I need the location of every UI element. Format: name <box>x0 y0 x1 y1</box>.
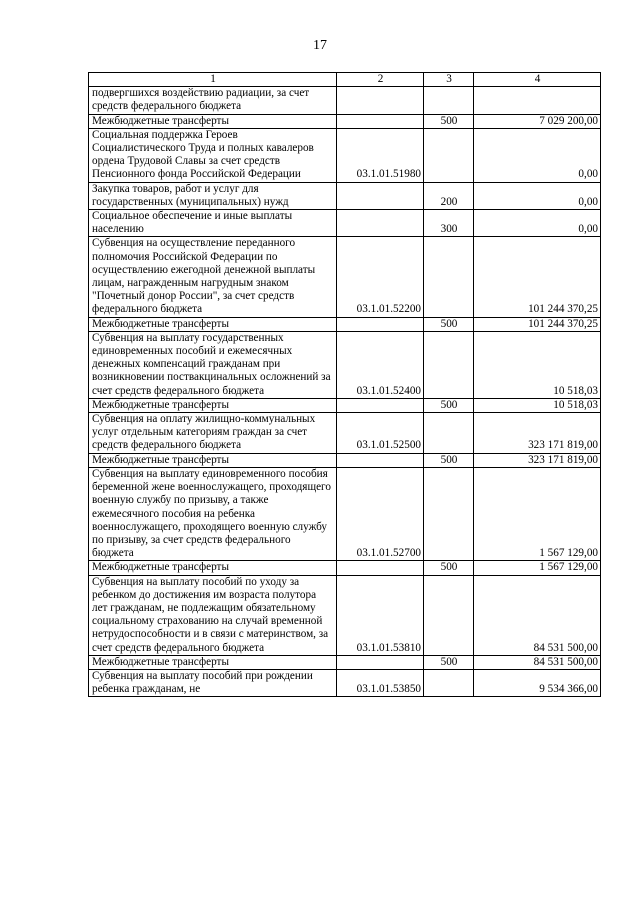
cell-amount: 0,00 <box>474 210 601 237</box>
cell-type: 300 <box>424 210 474 237</box>
cell-amount <box>474 87 601 114</box>
table-row <box>89 210 601 237</box>
table-row <box>89 453 601 467</box>
cell-amount: 1 567 129,00 <box>474 467 601 560</box>
table-row <box>89 655 601 669</box>
table-row <box>89 575 601 655</box>
cell-code: 03.1.01.53850 <box>337 669 424 696</box>
cell-type <box>424 237 474 317</box>
cell-amount: 10 518,03 <box>474 331 601 398</box>
cell-type: 200 <box>424 182 474 209</box>
cell-code <box>337 182 424 209</box>
table-row <box>89 467 601 560</box>
table-row <box>89 237 601 317</box>
table-row <box>89 128 601 182</box>
cell-name: Субвенция на выплату пособий по уходу за ребенком до достижения им возраста полутора лет гражданам, не подлежащим обязательному социальному страхованию на случай временной нетрудоспособности и в связи с материнством, за счет средств федерального бюджета <box>89 575 337 655</box>
cell-name: Межбюджетные трансферты <box>89 114 337 128</box>
page-number: 17 <box>313 38 327 53</box>
cell-amount: 9 534 366,00 <box>474 669 601 696</box>
header-cell-name: 1 <box>89 73 337 87</box>
cell-code <box>337 453 424 467</box>
cell-code <box>337 114 424 128</box>
cell-name: Межбюджетные трансферты <box>89 398 337 412</box>
cell-name: Субвенция на выплату пособий при рождении ребенка гражданам, не <box>89 669 337 696</box>
table-row <box>89 669 601 696</box>
table-row <box>89 317 601 331</box>
cell-type <box>424 467 474 560</box>
cell-name: Социальное обеспечение и иные выплаты населению <box>89 210 337 237</box>
cell-type: 500 <box>424 453 474 467</box>
cell-type <box>424 128 474 182</box>
cell-amount: 7 029 200,00 <box>474 114 601 128</box>
cell-code: 03.1.01.51980 <box>337 128 424 182</box>
table-row <box>89 114 601 128</box>
cell-name: Субвенция на выплату государственных единовременных пособий и ежемесячных денежных компенсаций гражданам при возникновении поствакцинальных осложнений за счет средств федерального бюджета <box>89 331 337 398</box>
cell-type <box>424 331 474 398</box>
cell-name: Закупка товаров, работ и услуг для государственных (муниципальных) нужд <box>89 182 337 209</box>
cell-type: 500 <box>424 398 474 412</box>
cell-type: 500 <box>424 114 474 128</box>
cell-amount: 101 244 370,25 <box>474 317 601 331</box>
cell-code <box>337 317 424 331</box>
cell-code: 03.1.01.53810 <box>337 575 424 655</box>
cell-amount: 0,00 <box>474 182 601 209</box>
cell-name: Субвенция на оплату жилищно-коммунальных услуг отдельным категориям граждан за счет средств федерального бюджета <box>89 413 337 454</box>
cell-type: 500 <box>424 561 474 575</box>
cell-name: Межбюджетные трансферты <box>89 561 337 575</box>
cell-name: Межбюджетные трансферты <box>89 655 337 669</box>
cell-code <box>337 398 424 412</box>
header-cell-code: 2 <box>337 73 424 87</box>
cell-type: 500 <box>424 317 474 331</box>
cell-amount: 1 567 129,00 <box>474 561 601 575</box>
cell-code <box>337 210 424 237</box>
cell-type <box>424 575 474 655</box>
cell-type <box>424 669 474 696</box>
cell-amount: 84 531 500,00 <box>474 575 601 655</box>
cell-code: 03.1.01.52200 <box>337 237 424 317</box>
table-row <box>89 398 601 412</box>
cell-type <box>424 413 474 454</box>
header-cell-type: 3 <box>424 73 474 87</box>
cell-name: подвергшихся воздействию радиации, за счет средств федерального бюджета <box>89 87 337 114</box>
table-header-row <box>89 73 601 87</box>
cell-code <box>337 655 424 669</box>
table-row <box>89 413 601 454</box>
header-cell-amount: 4 <box>474 73 601 87</box>
table-row <box>89 182 601 209</box>
cell-type <box>424 87 474 114</box>
cell-amount: 10 518,03 <box>474 398 601 412</box>
cell-amount: 323 171 819,00 <box>474 413 601 454</box>
cell-code: 03.1.01.52500 <box>337 413 424 454</box>
table-row <box>89 87 601 114</box>
table-row <box>89 561 601 575</box>
cell-amount: 0,00 <box>474 128 601 182</box>
cell-code: 03.1.01.52700 <box>337 467 424 560</box>
cell-amount: 84 531 500,00 <box>474 655 601 669</box>
table-row <box>89 331 601 398</box>
cell-name: Субвенция на осуществление переданного полномочия Российской Федерации по осуществлению ежегодной денежной выплаты лицам, награжденным нагрудным знаком "Почетный донор России", за счет средств федерального бюджета <box>89 237 337 317</box>
cell-code <box>337 87 424 114</box>
cell-name: Межбюджетные трансферты <box>89 317 337 331</box>
cell-name: Субвенция на выплату единовременного пособия беременной жене военнослужащего, проходящего военную службу по призыву, а также ежемесячного пособия на ребенка военнослужащего, проходящего военную службу по призыву, за счет средств федерального бюджета <box>89 467 337 560</box>
cell-amount: 101 244 370,25 <box>474 237 601 317</box>
cell-name: Социальная поддержка Героев Социалистического Труда и полных кавалеров ордена Трудовой Славы за счет средств Пенсионного фонда Российской Федерации <box>89 128 337 182</box>
cell-code: 03.1.01.52400 <box>337 331 424 398</box>
budget-table <box>88 72 601 697</box>
cell-name: Межбюджетные трансферты <box>89 453 337 467</box>
cell-code <box>337 561 424 575</box>
cell-type: 500 <box>424 655 474 669</box>
cell-amount: 323 171 819,00 <box>474 453 601 467</box>
